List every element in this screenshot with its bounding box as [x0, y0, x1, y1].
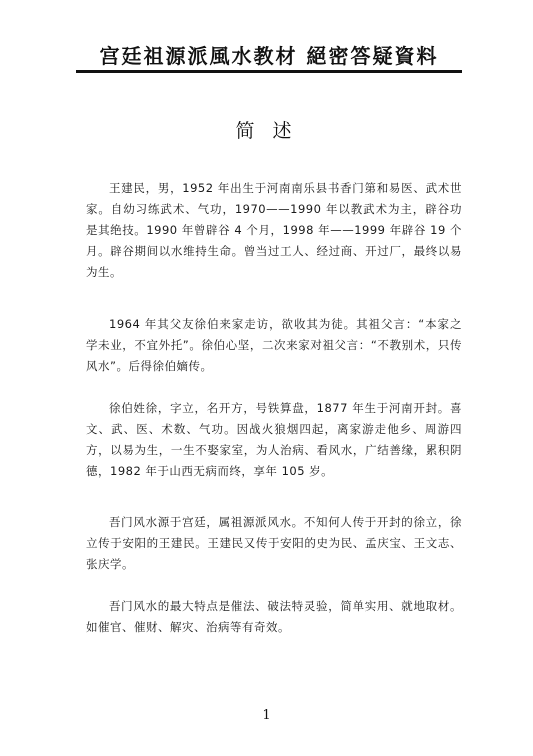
header-divider — [76, 70, 462, 73]
paragraph-1: 王建民，男，1952 年出生于河南南乐县书香门第和易医、武术世家。自幼习练武术、气功，1970——1990 年以教武术为主，辟谷功是其绝技。1990 年曾辟谷 4 个月，1998 年——1999 年辟谷 19 个月。辟谷期间以水维持生命。曾当过工人、经过商、开过厂，最终以易为生。 — [86, 181, 462, 279]
page-number: 1 — [262, 708, 271, 723]
header-title: 宫廷祖源派風水教材 絕密答疑資料 — [99, 44, 439, 68]
paragraph-3: 徐伯姓徐，字立，名开方，号铁算盘，1877 年生于河南开封。喜文、武、医、术数、气功。因战火狼烟四起，离家游走他乡、周游四方，以易为生，一生不娶家室，为人治病、看风水，广结善缘，累积阴德，1982 年于山西无病而终，享年 105 岁。 — [86, 401, 462, 478]
paragraph-4: 吾门风水源于宫廷，属祖源派风水。不知何人传于开封的徐立，徐立传于安阳的王建民。王建民又传于安阳的史为民、孟庆宝、王文志、张庆学。 — [86, 515, 462, 571]
paragraph-5: 吾门风水的最大特点是催法、破法特灵验，简单实用、就地取材。如催官、催财、解灾、治病等有奇效。 — [86, 599, 462, 634]
paragraph-2: 1964 年其父友徐伯来家走访，欲收其为徒。其祖父言：“本家之学未业，不宜外托”。徐伯心坚，二次来家对祖父言：“不教别术，只传风水”。后得徐伯嫡传。 — [86, 317, 462, 373]
page-title: 简 述 — [235, 120, 298, 142]
